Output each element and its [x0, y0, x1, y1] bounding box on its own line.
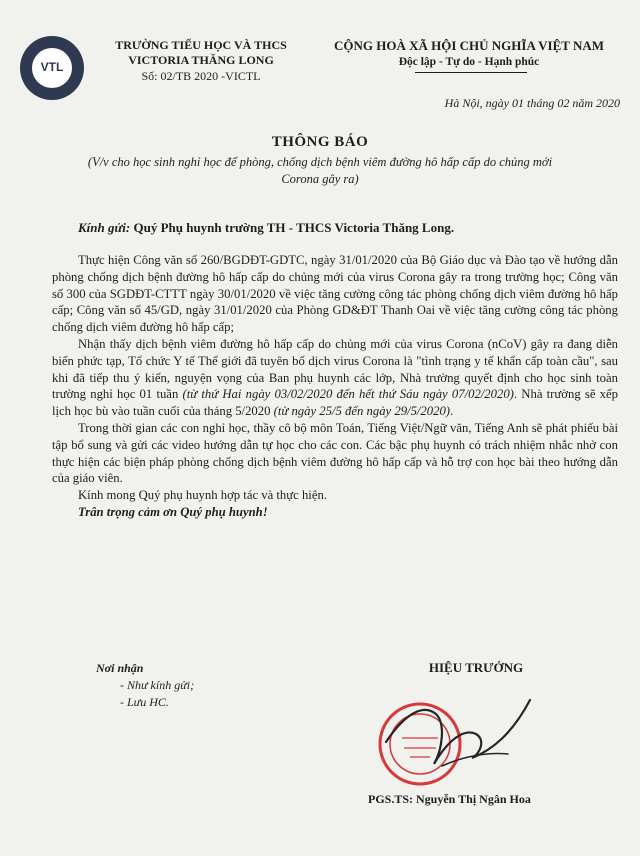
official-seal-and-signature	[372, 694, 542, 790]
decision-text: Nhận thấy dịch bệnh viêm đường hô hấp cấp do chủng mới của virus Corona (nCoV) gây ra đang diễn biến phức tạp, Tổ chức Y tế Thế giới đã tuyên bố dịch virus Corona là "tình trạng y tế khẩn cấp toàn cầu", sau khi đã tiếp thu ý kiến, nguyện vọng của Ban phụ huynh các lớp, Nhà trường quyết định cho học sinh toàn trường nghỉ học 01 tuần	[52, 336, 618, 402]
recipient-item: - Lưu HC.	[120, 695, 169, 709]
document-subject: (V/v cho học sinh nghỉ học để phòng, chống dịch bệnh viêm đường hô hấp cấp do chủng mới Corona gây ra)	[87, 155, 553, 186]
issue-date: Hà Nội, ngày 01 tháng 02 năm 2020	[444, 96, 620, 110]
national-title: CỘNG HOÀ XÃ HỘI CHỦ NGHĨA VIỆT NAM	[333, 38, 605, 53]
document-title: THÔNG BÁO	[271, 134, 369, 150]
signature-underline	[442, 754, 508, 767]
recipients-heading: Nơi nhận	[96, 661, 144, 675]
national-motto: Độc lập - Tự do - Hạnh phúc	[398, 56, 540, 68]
principal-title: HIỆU TRƯỞNG	[428, 660, 524, 675]
closure-period: (từ thứ Hai ngày 03/02/2020 đến hết thứ Sáu ngày 07/02/2020)	[182, 387, 514, 402]
paragraph-thanks: Trân trọng cảm ơn Quý phụ huynh!	[78, 504, 268, 519]
school-name-line2: VICTORIA THĂNG LONG	[128, 53, 274, 67]
school-name-line1: TRƯỜNG TIỂU HỌC VÀ THCS	[115, 38, 287, 52]
document-number: Số: 02/TB 2020 -VICTL	[141, 69, 261, 83]
paragraph-homework: Trong thời gian các con nghỉ học, thầy cô bộ môn Toán, Tiếng Việt/Ngữ văn, Tiếng Anh sẽ phát phiếu bài tập bổ sung và gửi các video hướng dẫn tự học cho các con. Các bậc phụ huynh có trách nhiệm nhắc nhở con thực hiện các biện pháp phòng chống dịch bệnh viêm đường hô hấp cấp và hỗ trợ con học bài theo hướng dẫn của giáo viên.	[52, 420, 618, 486]
decision-makeup: . Nhà trường sẽ xếp lịch học bù vào tuần cuối của tháng 5/2020	[52, 387, 618, 419]
school-logo	[20, 36, 84, 100]
school-logo-inner	[31, 47, 73, 89]
greeting-recipient: Quý Phụ huynh trường TH - THCS Victoria Thăng Long.	[133, 220, 455, 235]
notice-body	[52, 252, 618, 521]
school-logo-monogram: VTL	[40, 60, 64, 74]
paragraph-decision	[52, 336, 618, 420]
recipient-item: - Như kính gửi;	[120, 678, 195, 692]
signer-name: PGS.TS: Nguyễn Thị Ngân Hoa	[368, 792, 531, 806]
motto-underline	[415, 72, 527, 73]
paragraph-legal-basis: Thực hiện Công văn số 260/BGDĐT-GDTC, ngày 31/01/2020 của Bộ Giáo dục và Đào tạo về hướng dẫn phòng chống dịch bệnh đường hô hấp cấp do chủng mới của virus Corona gây ra trong trường học; Công văn số 300 của SGDĐT-CTTT ngày 30/01/2020 về việc tăng cường công tác phòng chống dịch viêm đường hô hấp cấp; Công văn số 45/GD, ngày 31/01/2020 của Phòng GD&ĐT Thanh Oai về việc tăng cường công tác phòng chống dịch viêm đường hô hấp cấp;	[52, 253, 618, 335]
paragraph-request: Kính mong Quý phụ huynh hợp tác và thực hiện.	[78, 488, 327, 503]
greeting	[78, 220, 618, 236]
recipients-block	[96, 660, 194, 711]
greeting-label: Kính gửi:	[78, 220, 131, 235]
decision-end: .	[450, 404, 454, 419]
seal-inner-lines	[402, 738, 438, 757]
makeup-period: (từ ngày 25/5 đến ngày 29/5/2020)	[273, 404, 451, 419]
